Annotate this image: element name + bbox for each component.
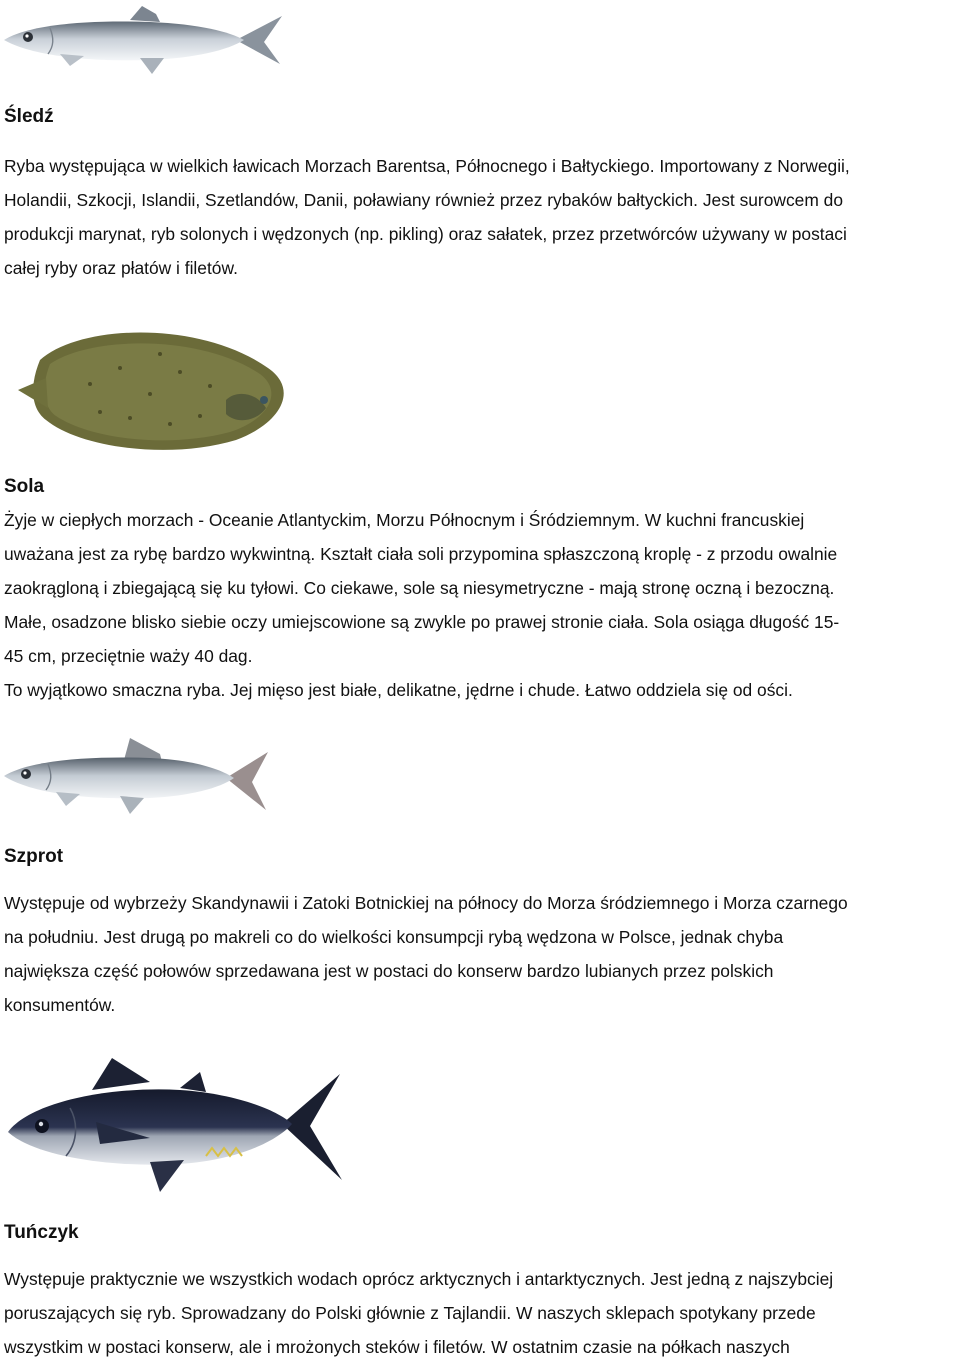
- section-description: [4, 886, 956, 1022]
- section-title: Sola: [4, 476, 45, 497]
- text-line: największa część połowów sprzedawana jest w postaci do konserw bardzo lubianych przez polskich: [4, 961, 774, 981]
- text-line: Holandii, Szkocji, Islandii, Szetlandów, Danii, poławiany również przez rybaków bałtyckich. Jest surowcem do: [4, 190, 843, 210]
- text-line: produkcji marynat, ryb solonych i wędzonych (np. pikling) oraz sałatek, przez przetwórców używany w postaci: [4, 224, 847, 244]
- section-title: Szprot: [4, 846, 64, 867]
- text-line: uważana jest za rybę bardzo wykwintną. Kształt ciała soli przypomina spłaszczoną kroplę - z przodu owalnie: [4, 544, 838, 564]
- section-description: [4, 503, 956, 707]
- text-line: Ryba występująca w wielkich ławicach Morzach Barentsa, Północnego i Bałtyckiego. Importowany z Norwegii,: [4, 156, 850, 176]
- section-title: Śledź: [4, 106, 54, 127]
- text-line: wszystkim w postaci konserw, ale i mrożonych steków i filetów. W ostatnim czasie na półkach naszych: [4, 1337, 790, 1357]
- text-line: całej ryby oraz płatów i filetów.: [4, 258, 238, 278]
- text-line: 45 cm, przeciętnie waży 40 dag.: [4, 646, 253, 666]
- section-title: Tuńczyk: [4, 1222, 79, 1243]
- herring-illustration-icon: [0, 0, 290, 84]
- sole-illustration-icon: [0, 324, 300, 454]
- tuna-illustration-icon: [0, 1052, 350, 1198]
- text-line: To wyjątkowo smaczna ryba. Jej mięso jest białe, delikatne, jędrne i chude. Łatwo oddziela się od ości.: [4, 680, 793, 700]
- text-line: poruszających się ryb. Sprowadzany do Polski głównie z Tajlandii. W naszych sklepach spotykany przede: [4, 1303, 816, 1323]
- text-line: Żyje w ciepłych morzach - Oceanie Atlantyckim, Morzu Północnym i Śródziemnym. W kuchni francuskiej: [4, 510, 805, 530]
- text-line: Występuje praktycznie we wszystkich wodach oprócz arktycznych i antarktycznych. Jest jedną z najszybciej: [4, 1269, 834, 1289]
- text-line: zaokrągloną i zbiegającą się ku tyłowi. Co ciekawe, sole są niesymetryczne - mają stronę oczną i bezoczną.: [4, 578, 835, 598]
- sprat-illustration-icon: [0, 732, 280, 822]
- text-line: Małe, osadzone blisko siebie oczy umiejscowione są zwykle po prawej stronie ciała. Sola osiąga długość 15-: [4, 612, 840, 632]
- text-line: Występuje od wybrzeży Skandynawii i Zatoki Botnickiej na północy do Morza śródziemnego i Morza czarnego: [4, 893, 848, 913]
- text-line: na południu. Jest drugą po makreli co do wielkości konsumpcji rybą wędzona w Polsce, jednak chyba: [4, 927, 784, 947]
- text-line: konsumentów.: [4, 995, 116, 1015]
- section-description: [4, 149, 956, 285]
- section-description: [4, 1262, 956, 1364]
